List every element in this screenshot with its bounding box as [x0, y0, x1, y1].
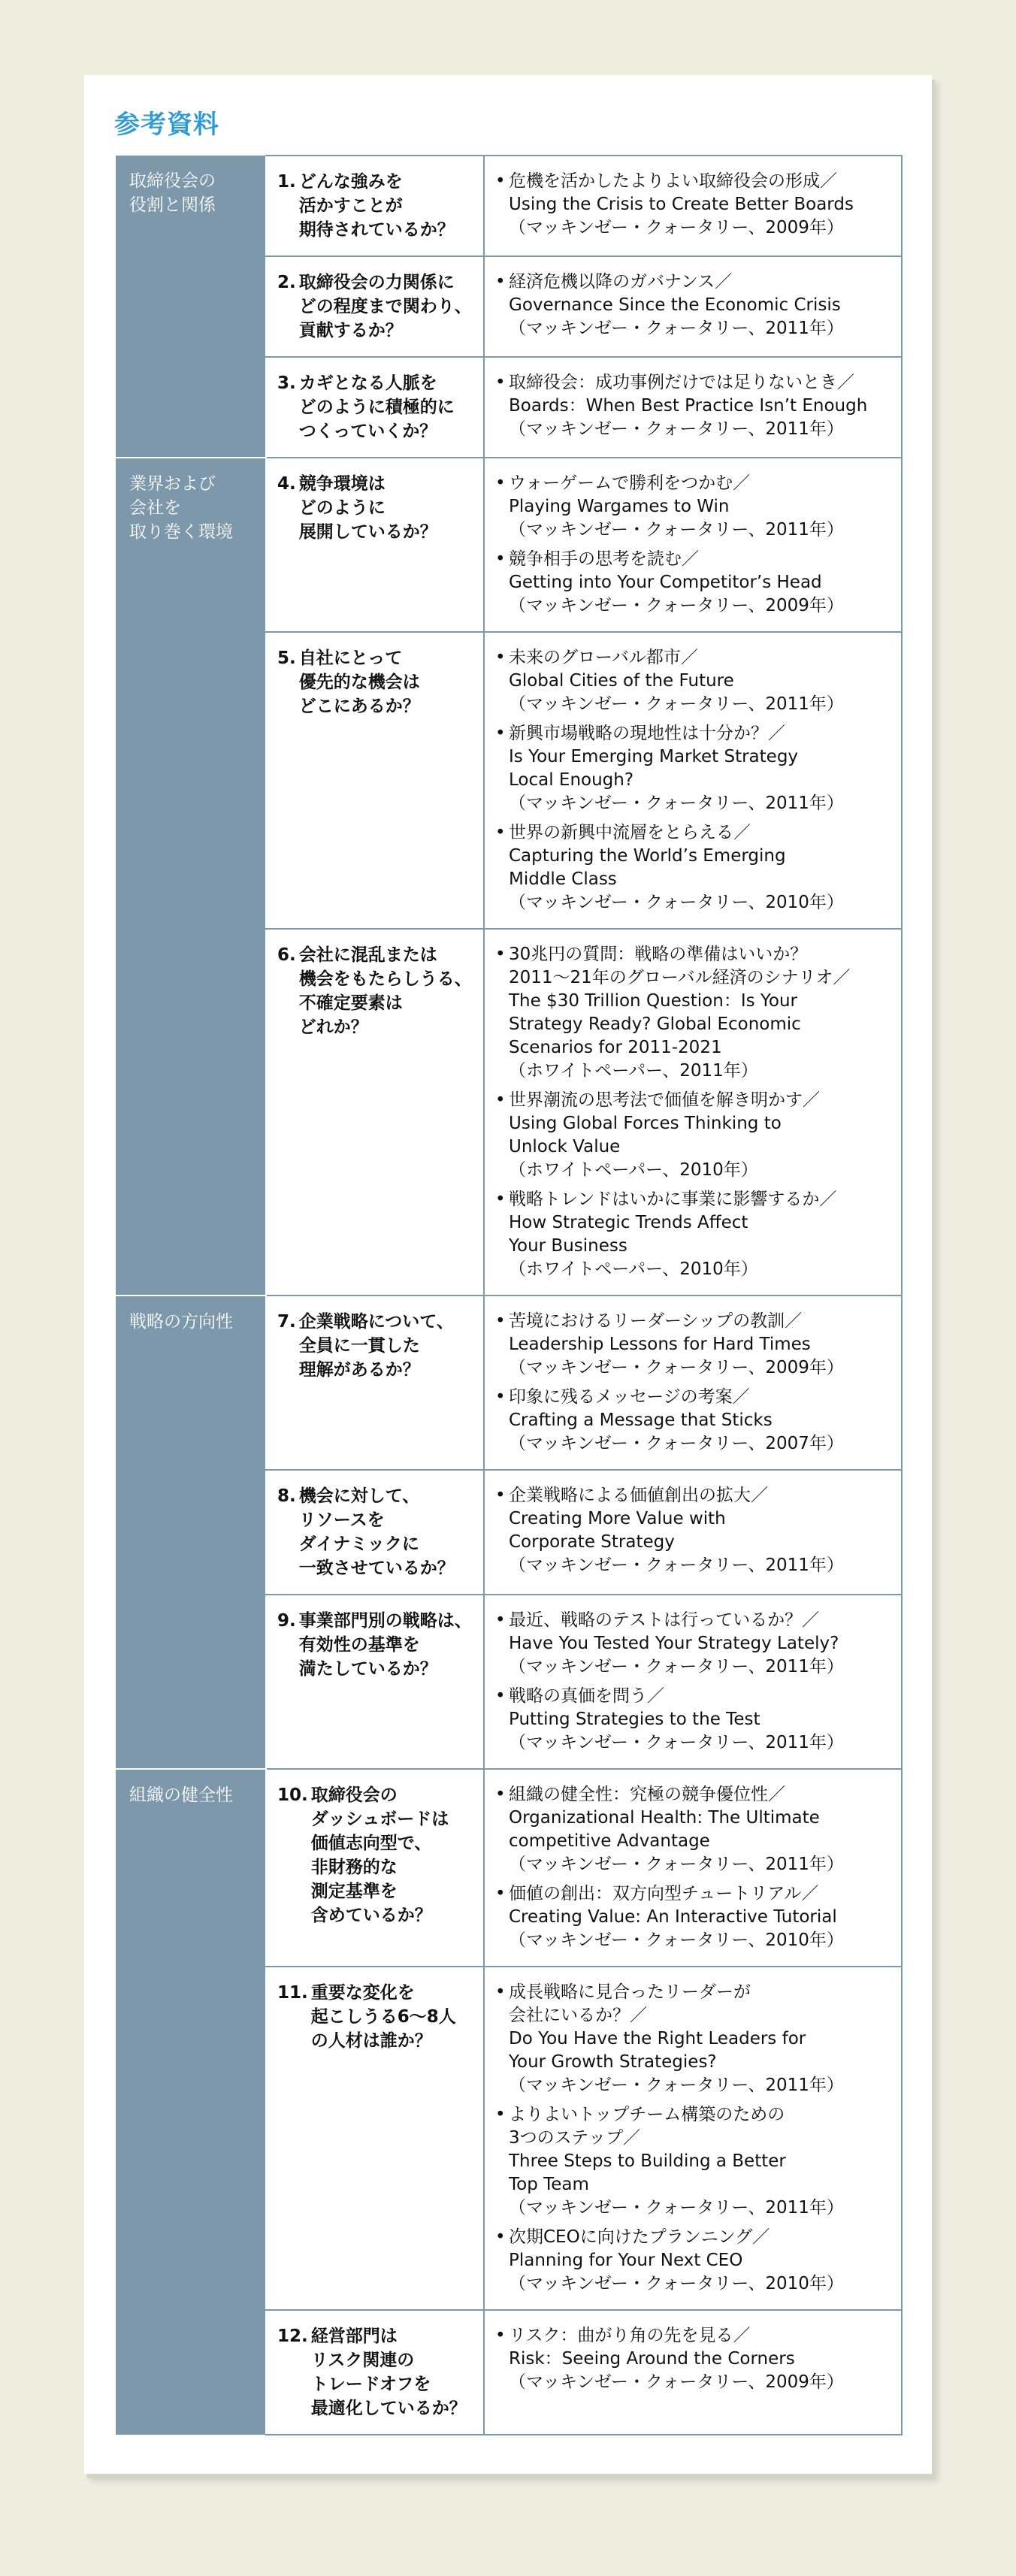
category-label-line: 組織の健全性: [129, 1785, 233, 1805]
category-label-line: 業界および: [129, 474, 216, 494]
reference-line: Getting into Your Competitor’s Head: [509, 573, 822, 592]
question-cell: [266, 256, 484, 357]
reference-item: [495, 472, 897, 542]
reference-line: （マッキンゼー・クォータリー、2011年）: [509, 419, 844, 439]
question-text: [299, 943, 479, 1039]
reference-text: [509, 271, 897, 340]
question-line: 企業戦略について、: [298, 1312, 454, 1332]
question-line: 測定基準を: [310, 1882, 398, 1901]
category-cell: [116, 156, 266, 458]
reference-item: [495, 943, 897, 1083]
question-number: 10.: [277, 1785, 308, 1805]
reference-line: 30兆円の質問：戦略の準備はいいか？: [509, 945, 808, 964]
reference-line: Using the Crisis to Create Better Boards: [509, 195, 854, 214]
reference-line: （マッキンゼー・クォータリー、2011年）: [509, 2198, 844, 2218]
question-text: [311, 1981, 479, 2053]
question-line: 最適化しているか？: [310, 2399, 467, 2418]
reference-line: Unlock Value: [509, 1137, 621, 1156]
table-row: [116, 156, 902, 256]
reference-line: 競争相手の思考を読む／: [509, 549, 699, 569]
question-line: 不確定要素は: [298, 993, 403, 1013]
reference-line: （ホワイトペーパー、2010年）: [509, 1160, 758, 1180]
reference-cell: [484, 1595, 902, 1769]
question-cell: [266, 156, 484, 256]
question-text: [311, 1783, 479, 1927]
question-line: 優先的な機会は: [298, 673, 420, 692]
question-line: 展開しているか？: [298, 522, 437, 542]
bullet-icon: •: [495, 724, 506, 743]
category-cell: [116, 1296, 266, 1769]
question-line: 起こしうる6～8人: [310, 2007, 456, 2027]
reference-text: [509, 722, 897, 815]
reference-line: （マッキンゼー・クォータリー、2009年）: [509, 1358, 844, 1377]
reference-line: Local Enough?: [509, 770, 634, 790]
question-number: 9.: [277, 1611, 296, 1631]
reference-line: （マッキンゼー・クォータリー、2010年）: [509, 2274, 844, 2293]
reference-line: 世界潮流の思考法で価値を解き明かす／: [509, 1090, 820, 1110]
reference-item: [495, 1882, 897, 1952]
reference-cell: [484, 458, 902, 632]
reference-text: [509, 2324, 897, 2394]
reference-line: （マッキンゼー・クォータリー、2007年）: [509, 1434, 844, 1453]
question-cell: [266, 1769, 484, 1967]
reference-line: 世界の新興中流層をとらえる／: [509, 823, 751, 842]
question-line: どのように: [298, 498, 386, 518]
reference-text: [509, 2103, 897, 2220]
bullet-icon: •: [495, 648, 506, 667]
reference-line: 企業戦略による価値創出の拡大／: [509, 1486, 768, 1505]
reference-line: （マッキンゼー・クォータリー、2011年）: [509, 794, 844, 813]
question-line: 取締役会の力関係に: [298, 273, 455, 292]
question-line: 満たしているか？: [298, 1659, 437, 1679]
reference-table: [116, 155, 903, 2435]
bullet-icon: •: [495, 1610, 506, 1630]
reference-item: [495, 1484, 897, 1577]
reference-text: [509, 646, 897, 716]
reference-line: Capturing the World’s Emerging: [509, 846, 786, 866]
reference-line: Middle Class: [509, 869, 617, 889]
reference-line: Corporate Strategy: [509, 1532, 675, 1552]
bullet-icon: •: [495, 473, 506, 493]
reference-line: （ホワイトペーパー、2010年）: [509, 1259, 758, 1279]
question-line: 会社に混乱または: [298, 945, 437, 965]
question-line: どのように積極的に: [298, 398, 455, 417]
reference-text: [509, 1783, 897, 1876]
reference-text: [509, 1981, 897, 2097]
reference-item: [495, 170, 897, 240]
category-label-line: 役割と関係: [129, 195, 216, 215]
reference-item: [495, 1310, 897, 1380]
question-text: [299, 1310, 479, 1382]
question-line: 理解があるか？: [298, 1360, 420, 1380]
question-line: 全員に一貫した: [298, 1336, 420, 1356]
question-line: 含めているか？: [310, 1906, 432, 1925]
reference-line: 経済危機以降のガバナンス／: [509, 272, 733, 292]
reference-item: [495, 1609, 897, 1679]
reference-line: よりよいトップチーム構築のための: [509, 2105, 785, 2124]
bullet-icon: •: [495, 272, 506, 292]
reference-item: [495, 2324, 897, 2394]
reference-text: [509, 943, 897, 1083]
question-number: 3.: [277, 373, 296, 393]
reference-text: [509, 170, 897, 240]
reference-line: Using Global Forces Thinking to: [509, 1114, 782, 1133]
question-number: 7.: [277, 1312, 296, 1332]
question-cell: [266, 357, 484, 458]
bullet-icon: •: [495, 945, 506, 964]
question-line: 有効性の基準を: [298, 1635, 420, 1655]
reference-text: [509, 1089, 897, 1182]
bullet-icon: •: [495, 1686, 506, 1706]
question-number: 4.: [277, 474, 296, 494]
question-line: どんな強みを: [298, 172, 403, 192]
reference-line: リスク：曲がり角の先を見る／: [509, 2326, 751, 2345]
reference-item: [495, 1089, 897, 1182]
reference-line: （マッキンゼー・クォータリー、2011年）: [509, 520, 844, 540]
reference-line: 3つのステップ／: [509, 2128, 641, 2148]
category-label-line: 戦略の方向性: [129, 1312, 233, 1332]
reference-item: [495, 2226, 897, 2296]
reference-line: 次期CEOに向けたプランニング／: [509, 2227, 770, 2247]
reference-text: [509, 1386, 897, 1456]
question-line: どの程度まで関わり、: [298, 297, 472, 316]
reference-line: 取締役会：成功事例だけでは足りないとき／: [509, 373, 854, 392]
category-label-line: 会社を: [129, 498, 181, 518]
reference-item: [495, 1685, 897, 1755]
reference-line: 未来のグローバル都市／: [509, 648, 698, 667]
reference-line: （マッキンゼー・クォータリー、2009年）: [509, 218, 844, 237]
question-number: 2.: [277, 273, 296, 292]
question-cell: [266, 2310, 484, 2435]
reference-line: Your Business: [509, 1236, 627, 1256]
question-number: 12.: [277, 2327, 308, 2346]
reference-line: 価値の創出：双方向型チュートリアル／: [509, 1884, 819, 1903]
table-row: [116, 1296, 902, 1470]
reference-line: （マッキンゼー・クォータリー、2009年）: [509, 2372, 844, 2392]
question-text: [299, 271, 479, 343]
reference-item: [495, 646, 897, 716]
reference-line: Global Cities of the Future: [509, 671, 734, 691]
reference-text: [509, 1484, 897, 1577]
bullet-icon: •: [495, 373, 506, 392]
question-line: リスク関連の: [310, 2351, 415, 2370]
reference-line: （マッキンゼー・クォータリー、2011年）: [509, 2076, 844, 2095]
question-cell: [266, 1595, 484, 1769]
reference-line: Playing Wargames to Win: [509, 497, 730, 516]
reference-text: [509, 472, 897, 542]
reference-text: [509, 548, 897, 618]
bullet-icon: •: [495, 2227, 506, 2247]
question-line: 活かすことが: [298, 196, 403, 216]
reference-line: Governance Since the Economic Crisis: [509, 295, 841, 315]
reference-cell: [484, 1967, 902, 2310]
reference-line: （マッキンゼー・クォータリー、2011年）: [509, 1657, 844, 1677]
bullet-icon: •: [495, 2105, 506, 2124]
reference-line: （マッキンゼー・クォータリー、2011年）: [509, 1556, 844, 1575]
category-cell: [116, 1769, 266, 2435]
question-number: 6.: [277, 945, 296, 965]
reference-line: Crafting a Message that Sticks: [509, 1410, 773, 1430]
reference-line: 最近、戦略のテストは行っているか？／: [509, 1610, 820, 1630]
question-text: [299, 1609, 479, 1681]
table-row: [116, 1769, 902, 1967]
category-label-line: 取締役会の: [129, 171, 216, 191]
reference-item: [495, 1188, 897, 1281]
question-cell: [266, 1470, 484, 1595]
question-line: 期待されているか？: [298, 220, 455, 240]
reference-line: Scenarios for 2011-2021: [509, 1038, 722, 1057]
page-title: 参考資料: [114, 110, 219, 140]
question-line: 事業部門別の戦略は、: [298, 1611, 472, 1631]
reference-line: Boards：When Best Practice Isn’t Enough: [509, 396, 868, 416]
question-line: 非財務的な: [310, 1858, 398, 1877]
reference-cell: [484, 1296, 902, 1470]
reference-line: （マッキンゼー・クォータリー、2011年）: [509, 694, 844, 714]
question-line: 価値志向型で、: [310, 1834, 432, 1853]
reference-line: 戦略の真価を問う／: [509, 1686, 664, 1706]
reference-item: [495, 2103, 897, 2220]
question-cell: [266, 1967, 484, 2310]
bullet-icon: •: [495, 1884, 506, 1903]
reference-cell: [484, 256, 902, 357]
reference-line: The $30 Trillion Question：Is Your: [509, 991, 797, 1011]
reference-line: 組織の健全性：究極の競争優位性／: [509, 1785, 785, 1804]
question-line: 取締役会の: [310, 1785, 398, 1805]
reference-card: [84, 75, 932, 2474]
question-cell: [266, 1296, 484, 1470]
bullet-icon: •: [495, 1486, 506, 1505]
reference-line: 会社にいるか？／: [509, 2006, 647, 2025]
reference-line: Putting Strategies to the Test: [509, 1710, 760, 1729]
reference-cell: [484, 156, 902, 256]
question-text: [299, 472, 479, 544]
reference-line: 苦境におけるリーダーシップの教訓／: [509, 1311, 803, 1331]
reference-item: [495, 548, 897, 618]
reference-item: [495, 1783, 897, 1876]
bullet-icon: •: [495, 171, 506, 191]
reference-text: [509, 1685, 897, 1755]
reference-line: 印象に残るメッセージの考案／: [509, 1387, 750, 1407]
question-line: 重要な変化を: [310, 1983, 415, 2003]
question-text: [299, 170, 479, 242]
reference-line: （マッキンゼー・クォータリー、2011年）: [509, 1733, 844, 1752]
question-text: [299, 371, 479, 443]
question-line: 自社にとって: [298, 649, 403, 668]
reference-line: Is Your Emerging Market Strategy: [509, 747, 799, 766]
question-line: ダイナミックに: [298, 1534, 419, 1554]
category-cell: [116, 458, 266, 1296]
question-number: 8.: [277, 1486, 296, 1506]
reference-item: [495, 821, 897, 915]
table-row: [116, 458, 902, 632]
reference-cell: [484, 632, 902, 929]
reference-line: 2011～21年のグローバル経済のシナリオ／: [509, 968, 851, 987]
reference-line: 新興市場戦略の現地性は十分か？／: [509, 724, 785, 743]
question-line: 機会をもたらしうる、: [298, 969, 472, 989]
question-line: 経営部門は: [310, 2327, 398, 2346]
question-text: [299, 1484, 479, 1580]
reference-item: [495, 722, 897, 815]
bullet-icon: •: [495, 1387, 506, 1407]
reference-item: [495, 1981, 897, 2097]
question-line: 機会に対して、: [298, 1486, 420, 1506]
reference-cell: [484, 2310, 902, 2435]
question-number: 1.: [277, 172, 296, 192]
question-cell: [266, 929, 484, 1296]
reference-line: 成長戦略に見合ったリーダーが: [509, 1982, 751, 2002]
question-text: [299, 646, 479, 718]
question-line: どれか？: [298, 1017, 368, 1037]
question-line: つくっていくか？: [298, 422, 437, 441]
question-line: カギとなる人脈を: [298, 373, 437, 393]
reference-item: [495, 371, 897, 441]
question-text: [311, 2324, 479, 2420]
reference-cell: [484, 929, 902, 1296]
reference-text: [509, 1609, 897, 1679]
reference-text: [509, 1188, 897, 1281]
reference-line: Leadership Lessons for Hard Times: [509, 1335, 811, 1354]
reference-line: （ホワイトペーパー、2011年）: [509, 1061, 758, 1081]
question-line: の人材は誰か？: [310, 2031, 432, 2051]
reference-line: （マッキンゼー・クォータリー、2011年）: [509, 1855, 844, 1874]
bullet-icon: •: [495, 549, 506, 569]
reference-cell: [484, 1769, 902, 1967]
reference-line: Your Growth Strategies?: [509, 2052, 717, 2072]
bullet-icon: •: [495, 1982, 506, 2002]
reference-line: （マッキンゼー・クォータリー、2010年）: [509, 1930, 844, 1950]
reference-text: [509, 1310, 897, 1380]
reference-line: Strategy Ready? Global Economic: [509, 1014, 801, 1034]
reference-text: [509, 821, 897, 915]
bullet-icon: •: [495, 1311, 506, 1331]
bullet-icon: •: [495, 2326, 506, 2345]
reference-cell: [484, 357, 902, 458]
reference-line: How Strategic Trends Affect: [509, 1213, 748, 1232]
reference-item: [495, 271, 897, 340]
reference-line: Have You Tested Your Strategy Lately?: [509, 1634, 839, 1653]
reference-line: Planning for Your Next CEO: [509, 2251, 743, 2270]
reference-line: Do You Have the Right Leaders for: [509, 2029, 806, 2048]
reference-line: ウォーゲームで勝利をつかむ／: [509, 473, 751, 493]
bullet-icon: •: [495, 1190, 506, 1209]
reference-line: 危機を活かしたよりよい取締役会の形成／: [509, 171, 837, 191]
reference-text: [509, 1882, 897, 1952]
question-line: ダッシュボードは: [310, 1810, 449, 1829]
reference-line: competitive Advantage: [509, 1831, 710, 1851]
question-line: リソースを: [298, 1510, 385, 1530]
question-number: 5.: [277, 649, 296, 668]
bullet-icon: •: [495, 1090, 506, 1110]
reference-line: （マッキンゼー・クォータリー、2009年）: [509, 596, 844, 615]
reference-cell: [484, 1470, 902, 1595]
question-line: 一致させているか？: [298, 1559, 455, 1578]
bullet-icon: •: [495, 823, 506, 842]
question-line: どこにあるか？: [298, 697, 420, 716]
reference-line: （マッキンゼー・クォータリー、2010年）: [509, 893, 844, 912]
reference-line: Three Steps to Building a Better: [509, 2151, 786, 2171]
question-cell: [266, 632, 484, 929]
question-cell: [266, 458, 484, 632]
reference-line: Risk：Seeing Around the Corners: [509, 2349, 795, 2369]
reference-line: Top Team: [509, 2175, 589, 2194]
question-line: 競争環境は: [298, 474, 386, 494]
question-number: 11.: [277, 1983, 308, 2003]
reference-line: Creating More Value with: [509, 1509, 726, 1528]
reference-text: [509, 2226, 897, 2296]
reference-item: [495, 1386, 897, 1456]
reference-line: Organizational Health: The Ultimate: [509, 1808, 820, 1828]
category-label-line: 取り巻く環境: [129, 522, 233, 542]
reference-text: [509, 371, 897, 441]
bullet-icon: •: [495, 1785, 506, 1804]
reference-line: 戦略トレンドはいかに事業に影響するか／: [509, 1190, 837, 1209]
question-line: トレードオフを: [310, 2375, 431, 2394]
reference-line: （マッキンゼー・クォータリー、2011年）: [509, 319, 844, 338]
question-line: 貢献するか？: [298, 321, 403, 340]
reference-line: Creating Value: An Interactive Tutorial: [509, 1907, 837, 1927]
